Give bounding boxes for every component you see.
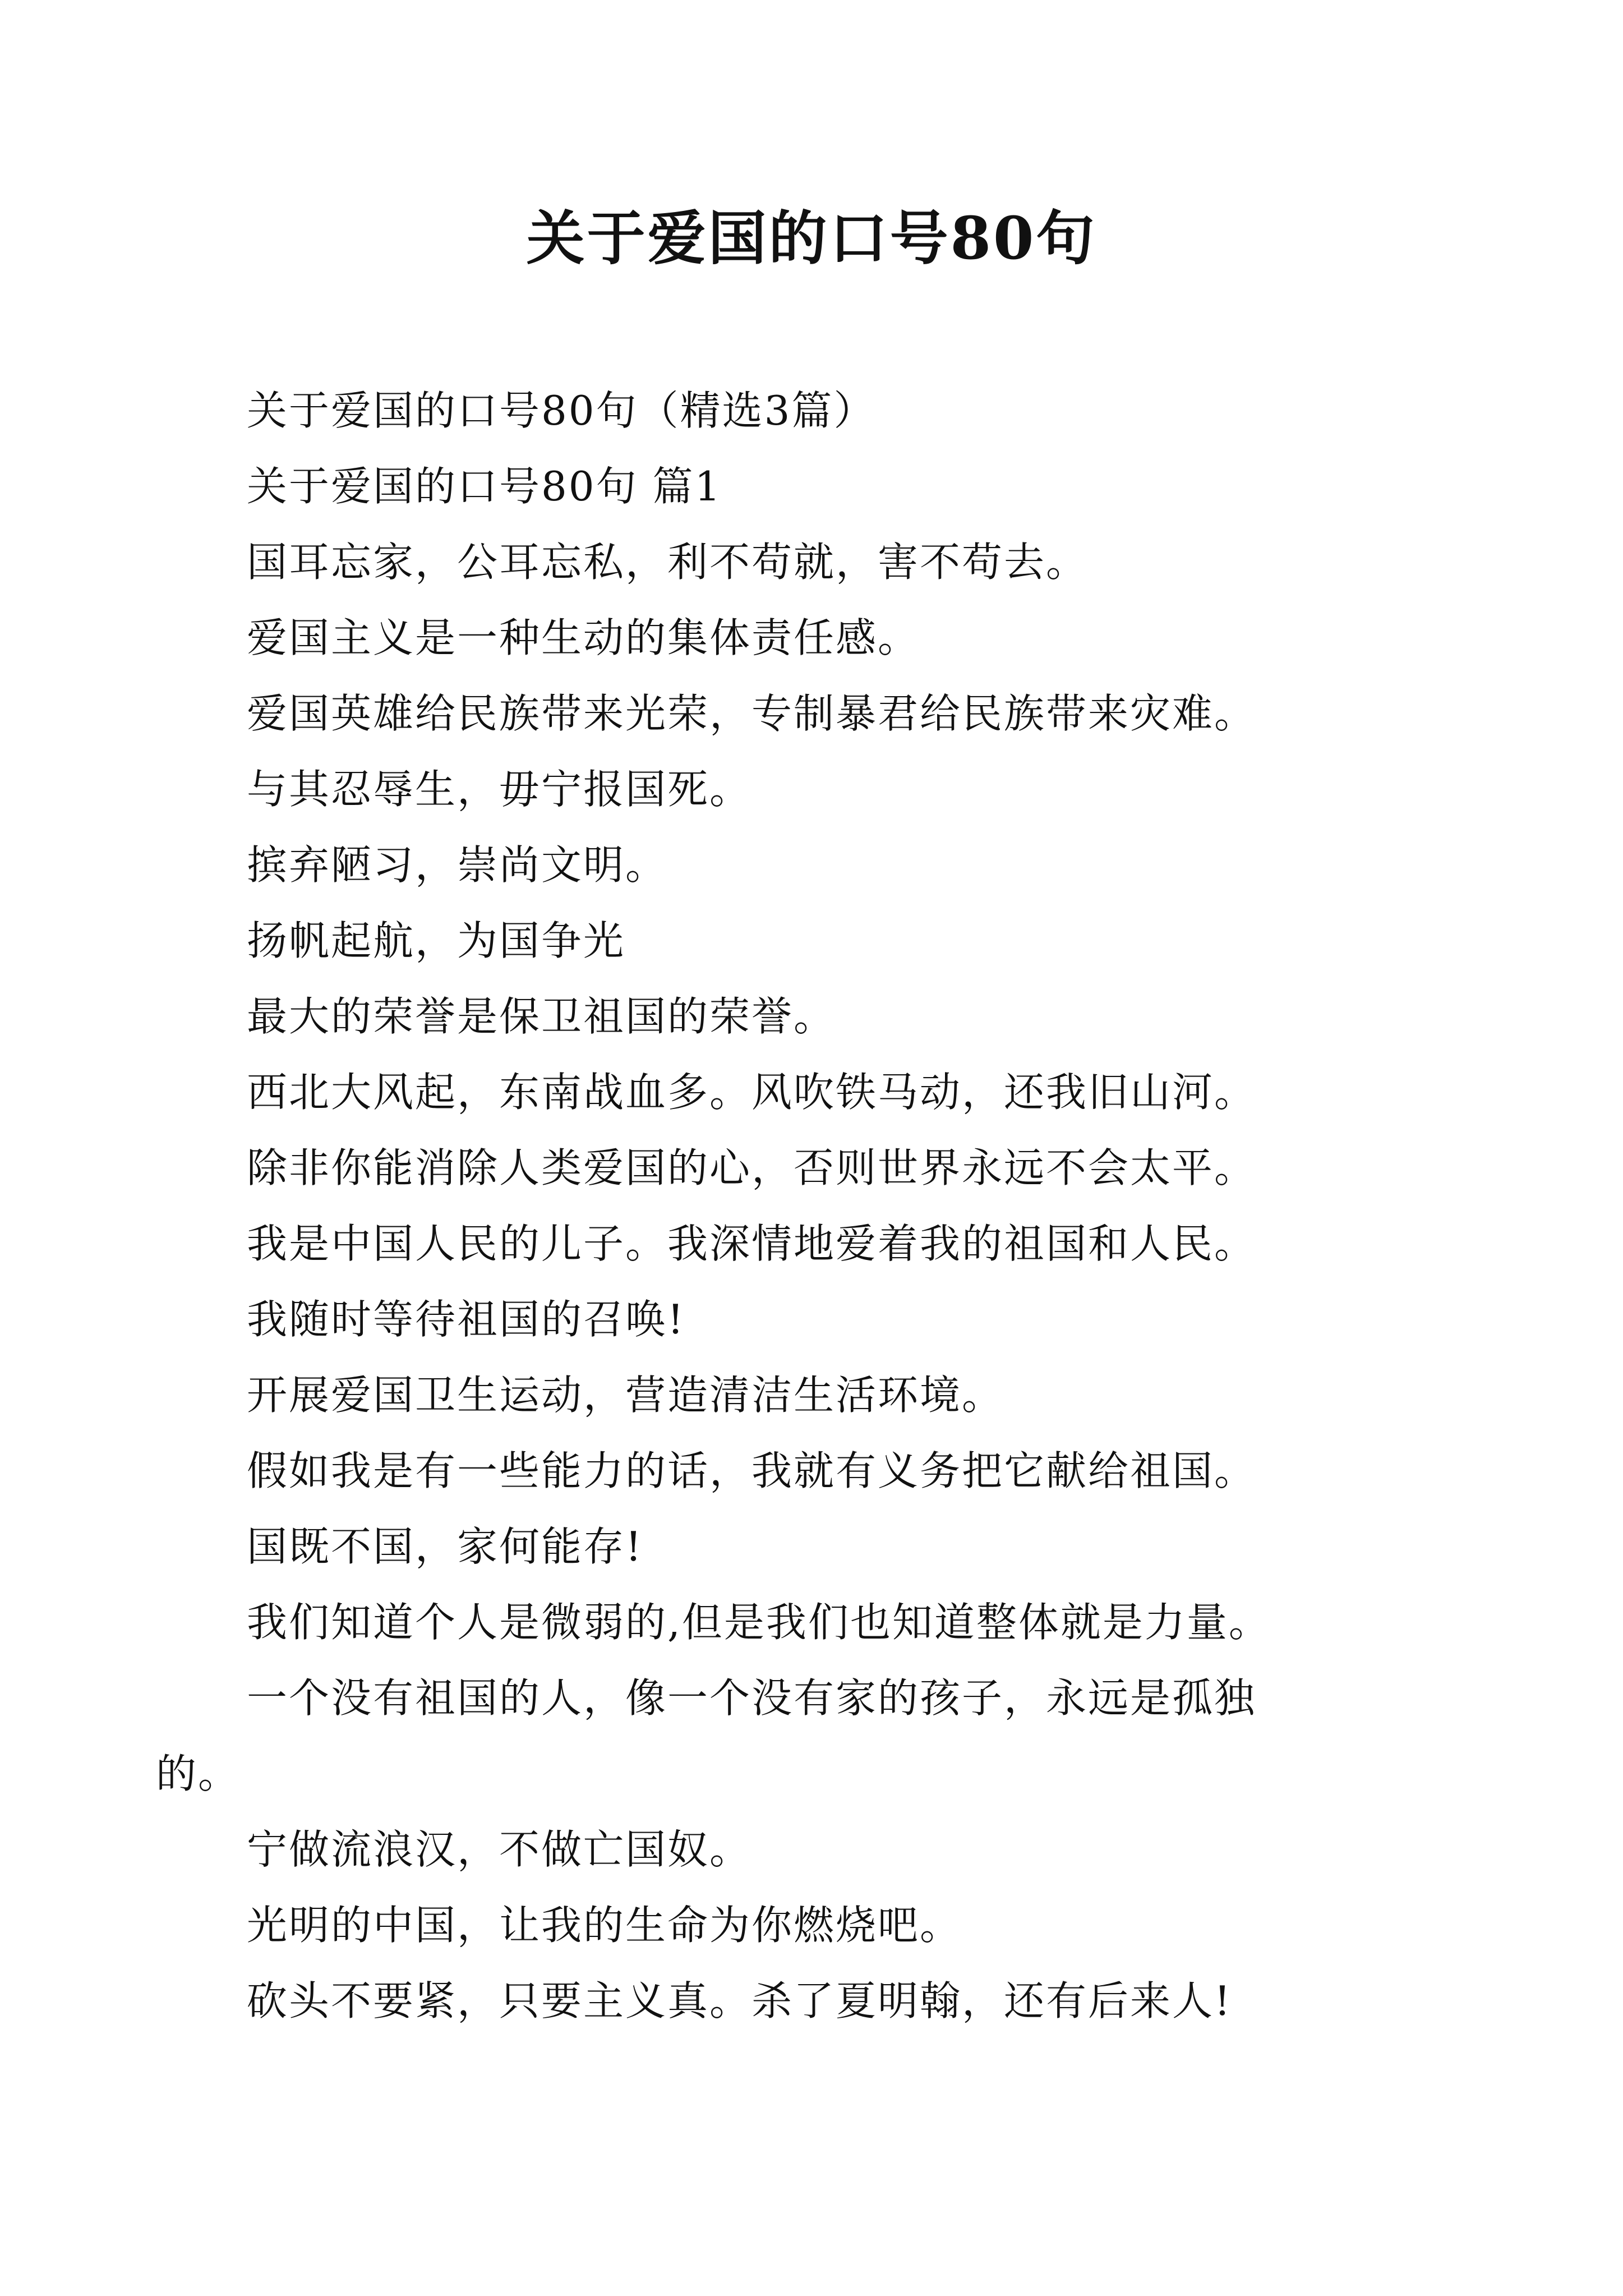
paragraph-slogan: 西北大风起，东南战血多。风吹铁马动，还我旧山河。 [247, 1069, 1257, 1116]
paragraph-slogan-continuation: 的。 [156, 1750, 241, 1797]
paragraph-slogan: 国耳忘家，公耳忘私，利不苟就，害不苟去。 [247, 539, 1089, 586]
paragraph-slogan: 摈弃陋习，崇尚文明。 [247, 841, 668, 889]
paragraph-slogan: 一个没有祖国的人，像一个没有家的孩子，永远是孤独 [247, 1674, 1257, 1722]
paragraph-slogan: 我随时等待祖国的召唤! [247, 1296, 685, 1343]
paragraph-slogan: 砍头不要紧，只要主义真。杀了夏明翰，还有后来人! [247, 1977, 1232, 2024]
paragraph-slogan: 爱国英雄给民族带来光荣，专制暴君给民族带来灾难。 [247, 690, 1257, 737]
paragraph-subtitle: 关于爱国的口号80句（精选3篇） [247, 387, 876, 434]
document-title: 关于爱国的口号80句 [526, 204, 1097, 273]
paragraph-slogan: 宁做流浪汉，不做亡国奴。 [247, 1826, 752, 1873]
paragraph-slogan: 开展爱国卫生运动，营造清洁生活环境。 [247, 1372, 1004, 1419]
paragraph-slogan: 我是中国人民的儿子。我深情地爱着我的祖国和人民。 [247, 1220, 1257, 1267]
paragraph-section-heading: 关于爱国的口号80句 篇1 [247, 463, 722, 510]
paragraph-slogan: 国既不国，家何能存! [247, 1523, 643, 1570]
paragraph-slogan: 假如我是有一些能力的话，我就有义务把它献给祖国。 [247, 1447, 1257, 1494]
paragraph-slogan: 光明的中国，让我的生命为你燃烧吧。 [247, 1902, 962, 1949]
paragraph-slogan: 与其忍辱生，毋宁报国死。 [247, 766, 752, 813]
document-body [156, 373, 1430, 2039]
paragraph-slogan: 我们知道个人是微弱的,但是我们也知道整体就是力量。 [247, 1599, 1271, 1646]
paragraph-slogan: 扬帆起航，为国争光 [247, 917, 626, 964]
paragraph-slogan: 爱国主义是一种生动的集体责任感。 [247, 614, 920, 661]
paragraph-slogan: 除非你能消除人类爱国的心，否则世界永远不会太平。 [247, 1144, 1257, 1191]
paragraph-slogan: 最大的荣誉是保卫祖国的荣誉。 [247, 993, 836, 1040]
